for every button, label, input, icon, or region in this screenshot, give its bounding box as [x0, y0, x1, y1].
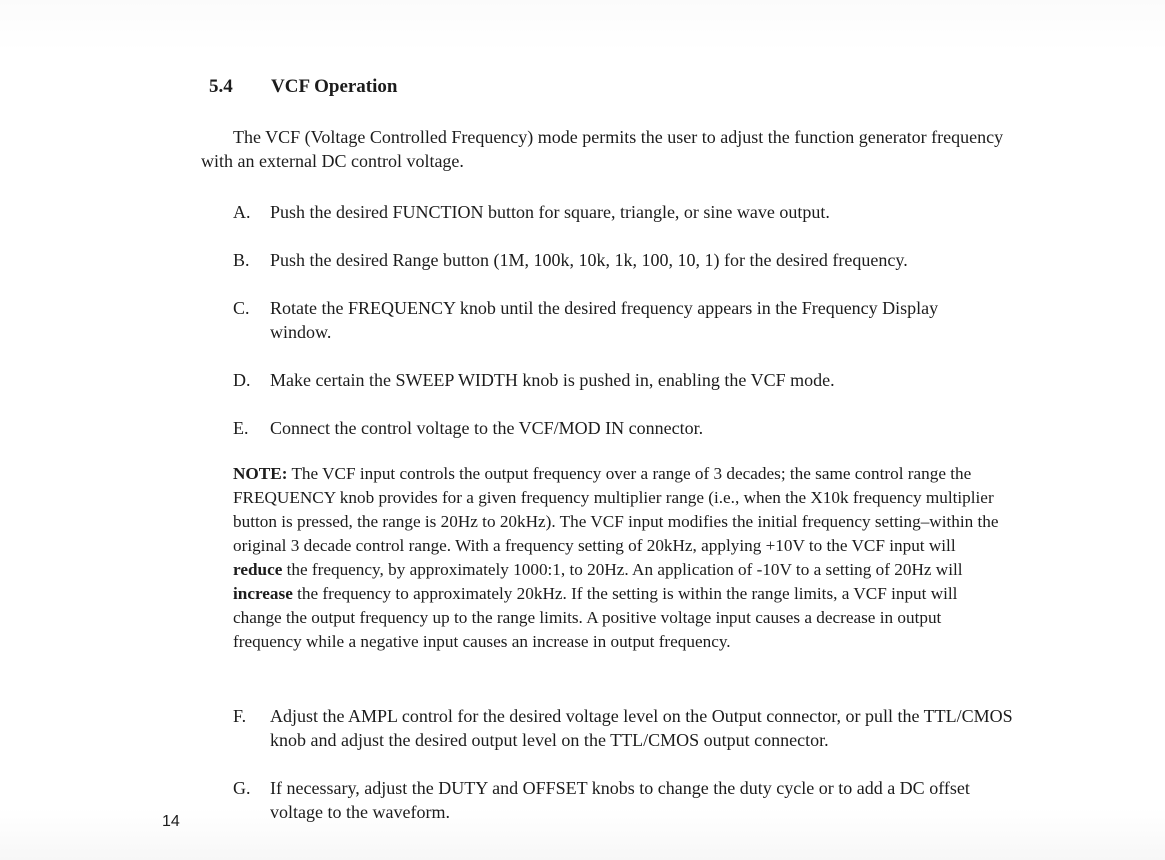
note-label: NOTE: — [233, 464, 288, 483]
step-letter: G. — [233, 778, 251, 798]
note-emphasis-reduce: reduce — [233, 560, 283, 579]
section-number: 5.4 — [209, 76, 233, 97]
step-d — [233, 368, 1013, 392]
section-heading — [209, 76, 397, 98]
step-f — [233, 704, 1013, 752]
step-letter: B. — [233, 250, 250, 270]
step-letter: A. — [233, 202, 251, 222]
step-text: Push the desired FUNCTION button for square, triangle, or sine wave output. — [270, 202, 830, 222]
note-text: the frequency to approximately 20kHz. If the setting is within the range limits, a VCF input will change the output frequency up to the range limits. A positive voltage input causes a decrease in output frequency while a negative input causes an increase in output frequency. — [233, 584, 958, 651]
step-text: Make certain the SWEEP WIDTH knob is pushed in, enabling the VCF mode. — [270, 370, 835, 390]
note-emphasis-increase: increase — [233, 584, 293, 603]
step-text: Push the desired Range button (1M, 100k, 10k, 1k, 100, 10, 1) for the desired frequency. — [270, 250, 908, 270]
note-text: The VCF input controls the output frequency over a range of 3 decades; the same control range the FREQUENCY knob provides for a given frequency multiplier range (i.e., when the X10k frequency multiplier button is pressed, the range is 20Hz to 20kHz). The VCF input modifies the initial frequency setting–within the original 3 decade control range. With a frequency setting of 20kHz, applying +10V to the VCF input will — [233, 464, 999, 555]
step-a — [233, 200, 1013, 224]
step-text: Adjust the AMPL control for the desired voltage level on the Output connector, or pull the TTL/CMOS knob and adjust the desired output level on the TTL/CMOS output connector. — [270, 706, 1013, 750]
intro-paragraph: The VCF (Voltage Controlled Frequency) mode permits the user to adjust the function generator frequency with an external DC control voltage. — [201, 127, 1004, 171]
step-text: Rotate the FREQUENCY knob until the desired frequency appears in the Frequency Display window. — [270, 298, 939, 342]
step-text: If necessary, adjust the DUTY and OFFSET knobs to change the duty cycle or to add a DC offset voltage to the waveform. — [270, 778, 970, 822]
page-number: 14 — [162, 813, 180, 830]
note-paragraph — [233, 462, 1008, 654]
step-e — [233, 416, 1013, 440]
step-letter: D. — [233, 370, 251, 390]
note-text: the frequency, by approximately 1000:1, to 20Hz. An application of -10V to a setting of 20Hz will — [286, 560, 963, 579]
step-letter: F. — [233, 706, 247, 726]
step-b — [233, 248, 1013, 272]
step-letter: E. — [233, 418, 249, 438]
step-text: Connect the control voltage to the VCF/MOD IN connector. — [270, 418, 704, 438]
step-g — [233, 776, 1013, 824]
step-c — [233, 296, 953, 344]
section-title: VCF Operation — [271, 76, 398, 97]
step-letter: C. — [233, 298, 250, 318]
